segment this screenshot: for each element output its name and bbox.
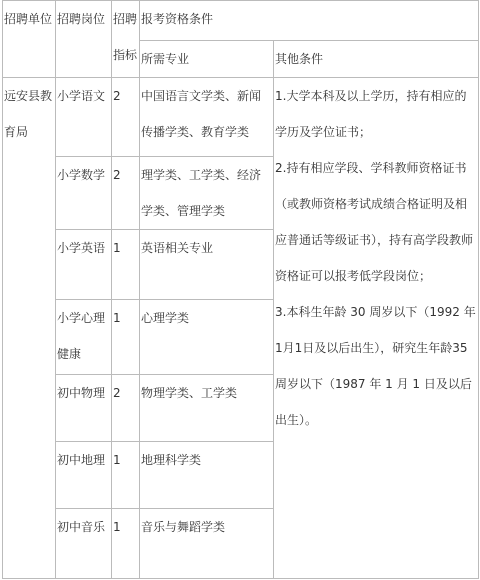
header-unit: 招聘单位 <box>3 1 56 78</box>
position-cell: 初中音乐 <box>56 509 112 579</box>
header-other: 其他条件 <box>274 41 479 78</box>
recruitment-table <box>2 0 479 579</box>
header-position: 招聘岗位 <box>56 1 112 78</box>
header-row-1 <box>3 1 479 41</box>
quota-cell: 1 <box>112 442 140 509</box>
position-cell: 小学英语 <box>56 230 112 300</box>
major-cell: 理学类、工学类、经济学类、管理学类 <box>140 157 274 230</box>
other-conditions-cell <box>274 78 479 579</box>
quota-cell: 2 <box>112 375 140 442</box>
position-cell: 初中物理 <box>56 375 112 442</box>
unit-cell: 远安县教育局 <box>3 78 56 579</box>
quota-cell: 1 <box>112 509 140 579</box>
major-cell: 地理科学类 <box>140 442 274 509</box>
position-cell: 小学数学 <box>56 157 112 230</box>
position-cell: 初中地理 <box>56 442 112 509</box>
header-quota: 招聘指标 <box>112 1 140 78</box>
position-cell: 小学语文 <box>56 78 112 157</box>
major-cell: 英语相关专业 <box>140 230 274 300</box>
quota-cell: 1 <box>112 230 140 300</box>
quota-cell: 2 <box>112 78 140 157</box>
major-cell: 中国语言文学类、新闻传播学类、教育学类 <box>140 78 274 157</box>
position-cell: 小学心理健康 <box>56 300 112 375</box>
condition-3: 3.本科生年龄 30 周岁以下（1992 年1月1日及以后出生），研究生年龄35 周岁以下（1987 年 1 月 1 日及以后出生）。 <box>275 305 476 427</box>
header-conditions: 报考资格条件 <box>140 1 479 41</box>
quota-cell: 2 <box>112 157 140 230</box>
condition-2: 2.持有相应学段、学科教师资格证书（或教师资格考试成绩合格证明及相应普通话等级证书），持有高学段教师资格证可以报考低学段岗位； <box>275 161 474 283</box>
major-cell: 音乐与舞蹈学类 <box>140 509 274 579</box>
quota-cell: 1 <box>112 300 140 375</box>
major-cell: 物理学类、工学类 <box>140 375 274 442</box>
condition-1: 1.大学本科及以上学历，持有相应的学历及学位证书； <box>275 89 467 139</box>
table-row <box>3 78 479 157</box>
header-major: 所需专业 <box>140 41 274 78</box>
major-cell: 心理学类 <box>140 300 274 375</box>
